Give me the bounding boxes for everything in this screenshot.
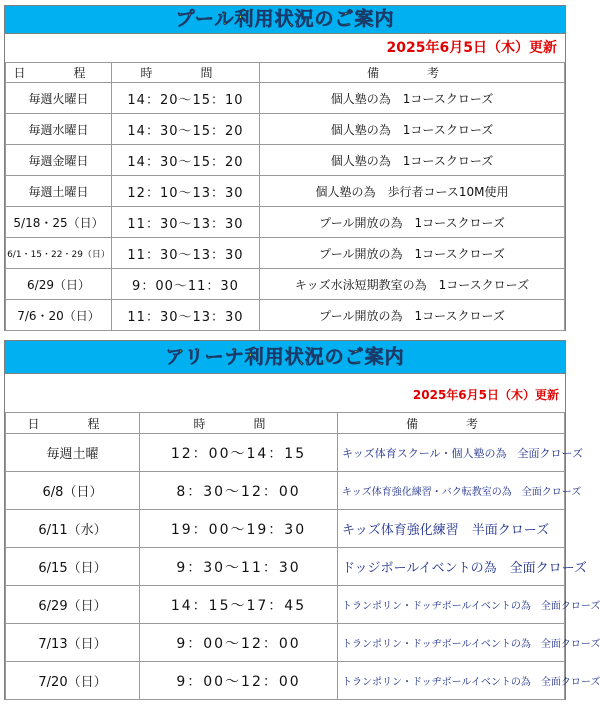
arena-usage-panel	[4, 340, 600, 700]
row-time: 12：00〜14：15	[140, 434, 338, 472]
row-note: トランポリン・ドッヂボールイベントの為 全面クローズ	[338, 624, 565, 662]
table-row	[6, 472, 565, 510]
pool-title: プール利用状況のご案内	[5, 6, 565, 33]
row-note: プール開放の為 1コースクローズ	[260, 300, 565, 331]
table-row	[6, 238, 565, 269]
row-time: 8：30〜12：00	[140, 472, 338, 510]
row-note: トランポリン・ドッヂボールイベントの為 全面クローズ	[338, 662, 565, 700]
row-date: 7/6・20（日）	[6, 300, 112, 331]
pool-updated-date: 2025年6月5日（木）更新	[5, 33, 565, 62]
row-time: 14：20〜15：10	[112, 83, 260, 114]
table-row	[6, 434, 565, 472]
row-time: 11：30〜13：30	[112, 238, 260, 269]
header-time: 時 間	[112, 63, 260, 83]
table-row	[6, 300, 565, 331]
row-note: トランポリン・ドッヂボールイベントの為 全面クローズ	[338, 586, 565, 624]
header-time: 時 間	[140, 413, 338, 434]
table-row	[6, 176, 565, 207]
arena-title: アリーナ利用状況のご案内	[5, 341, 565, 373]
row-time: 14：30〜15：20	[112, 114, 260, 145]
header-note: 備 考	[260, 63, 565, 83]
row-date: 毎週水曜日	[6, 114, 112, 145]
row-note: プール開放の為 1コースクローズ	[260, 238, 565, 269]
table-row	[6, 83, 565, 114]
table-row	[6, 662, 565, 700]
row-date: 毎週土曜	[6, 434, 140, 472]
table-row	[6, 586, 565, 624]
row-date: 6/29（日）	[6, 269, 112, 300]
pool-usage-panel	[4, 5, 566, 331]
row-note: 個人塾の為 歩行者コース10M使用	[260, 176, 565, 207]
table-header-row	[6, 63, 565, 83]
row-date: 6/1・15・22・29（日）	[6, 238, 112, 269]
row-note: 個人塾の為 1コースクローズ	[260, 145, 565, 176]
row-note: プール開放の為 1コースクローズ	[260, 207, 565, 238]
row-date: 6/8（日）	[6, 472, 140, 510]
row-time: 11：30〜13：30	[112, 300, 260, 331]
table-row	[6, 510, 565, 548]
row-time: 9：00〜12：00	[140, 624, 338, 662]
table-row	[6, 624, 565, 662]
row-date: 毎週金曜日	[6, 145, 112, 176]
row-time: 14：15〜17：45	[140, 586, 338, 624]
arena-schedule-table	[5, 412, 600, 700]
row-time: 9：30〜11：30	[140, 548, 338, 586]
row-date: 7/20（日）	[6, 662, 140, 700]
row-time: 9：00〜11：30	[112, 269, 260, 300]
table-row	[6, 207, 565, 238]
row-time: 11：30〜13：30	[112, 207, 260, 238]
row-note: キッズ水泳短期教室の為 1コースクローズ	[260, 269, 565, 300]
table-header-row	[6, 413, 565, 434]
row-time: 19：00〜19：30	[140, 510, 338, 548]
row-date: 6/15（日）	[6, 548, 140, 586]
table-row	[6, 114, 565, 145]
table-row	[6, 548, 565, 586]
row-date: 5/18・25（日）	[6, 207, 112, 238]
row-note: 個人塾の為 1コースクローズ	[260, 83, 565, 114]
arena-updated-date: 2025年6月5日（木）更新	[5, 373, 565, 412]
row-note: キッズ体育強化練習・バク転教室の為 全面クローズ	[338, 472, 565, 510]
row-time: 12：10〜13：30	[112, 176, 260, 207]
pool-schedule-table	[5, 62, 565, 331]
row-date: 6/29（日）	[6, 586, 140, 624]
row-note: ドッジボールイベントの為 全面クローズ	[338, 548, 565, 586]
row-time: 9：00〜12：00	[140, 662, 338, 700]
row-time: 14：30〜15：20	[112, 145, 260, 176]
header-note: 備 考	[338, 413, 565, 434]
row-date: 7/13（日）	[6, 624, 140, 662]
row-date: 毎週土曜日	[6, 176, 112, 207]
row-date: 毎週火曜日	[6, 83, 112, 114]
row-note: 個人塾の為 1コースクローズ	[260, 114, 565, 145]
row-date: 6/11（水）	[6, 510, 140, 548]
row-note: キッズ体育強化練習 半面クローズ	[338, 510, 565, 548]
row-note: キッズ体育スクール・個人塾の為 全面クローズ	[338, 434, 565, 472]
table-row	[6, 145, 565, 176]
header-date: 日 程	[6, 63, 112, 83]
header-date: 日 程	[6, 413, 140, 434]
table-row	[6, 269, 565, 300]
